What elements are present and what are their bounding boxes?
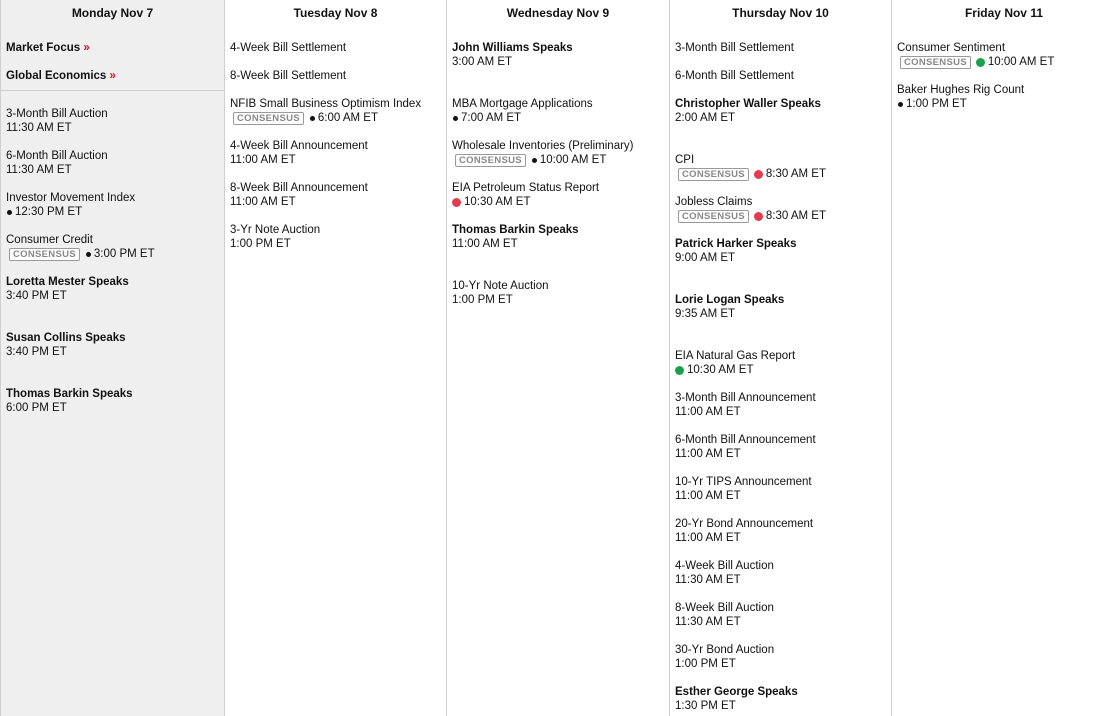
event-time: 10:00 AM ET [987,56,1055,68]
calendar-event[interactable] [675,97,886,125]
event-time-row [675,307,886,321]
calendar-event[interactable] [230,181,441,209]
day-events [892,27,1116,111]
importance-dot-icon [898,102,903,107]
calendar-event[interactable] [6,107,219,135]
event-time-row [675,363,886,377]
calendar-event[interactable] [452,41,664,69]
link-label[interactable]: Market Focus [6,42,81,54]
event-time-row [675,615,886,629]
day-column-monday [1,0,225,716]
calendar-event[interactable] [452,279,664,307]
calendar-event[interactable] [675,293,886,321]
event-time-row [230,111,441,125]
link-label[interactable]: Global Economics [6,70,107,82]
event-title[interactable]: 10-Yr TIPS Announcement [675,476,812,488]
event-time-row [897,55,1111,69]
calendar-event[interactable] [6,275,219,303]
event-time: 11:30 AM ET [675,616,741,628]
day-header: Thursday Nov 10 [732,6,829,20]
event-title[interactable]: Wholesale Inventories (Preliminary) [452,140,634,152]
calendar-event[interactable] [675,69,886,83]
event-title[interactable]: 10-Yr Note Auction [452,280,549,292]
event-time: 12:30 PM ET [15,206,83,218]
day-header: Wednesday Nov 9 [506,6,610,20]
event-time: 2:00 AM ET [675,112,736,124]
event-time: 8:30 AM ET [765,168,826,180]
event-title[interactable]: Susan Collins Speaks [6,332,126,344]
event-time: 10:00 AM ET [539,154,607,166]
event-list [897,41,1111,111]
global-economics-link[interactable] [6,69,219,97]
importance-dot-icon [7,210,12,215]
event-title[interactable]: CPI [675,154,695,166]
event-time-row [675,657,886,671]
day-events [225,27,446,251]
importance-dot-icon [86,252,91,257]
event-time: 3:00 AM ET [452,56,513,68]
event-time: 11:00 AM ET [675,448,741,460]
calendar-event[interactable] [6,331,219,359]
day-events [670,27,891,713]
event-time: 10:30 AM ET [464,196,531,208]
event-time: 7:00 AM ET [461,112,522,124]
event-time-row [230,237,441,251]
event-time: 11:30 AM ET [675,574,741,586]
event-time-row [6,205,219,219]
event-time-row [675,405,886,419]
event-time: 1:00 PM ET [906,98,967,110]
consensus-badge[interactable]: CONSENSUS [455,154,526,167]
calendar-event[interactable] [675,685,886,713]
event-title[interactable]: 3-Month Bill Settlement [675,42,794,54]
event-time-row [675,447,886,461]
event-time: 1:00 PM ET [230,238,291,250]
event-time: 9:00 AM ET [675,252,736,264]
calendar-event[interactable] [675,391,886,419]
event-title[interactable]: 3-Month Bill Announcement [675,392,816,404]
event-title[interactable]: 8-Week Bill Auction [675,602,774,614]
event-title[interactable]: EIA Natural Gas Report [675,350,796,362]
event-title[interactable]: Lorie Logan Speaks [675,294,785,306]
event-time-row [6,345,219,359]
links-divider [1,90,224,91]
event-time-row [897,97,1111,111]
event-time: 11:00 AM ET [230,154,296,166]
event-title[interactable]: 4-Week Bill Auction [675,560,774,572]
calendar-event[interactable] [452,223,664,251]
event-title[interactable]: NFIB Small Business Optimism Index [230,98,422,110]
event-title[interactable]: MBA Mortgage Applications [452,98,593,110]
calendar-event[interactable] [675,433,886,461]
event-title[interactable]: Thomas Barkin Speaks [452,224,579,236]
importance-dot-icon [675,366,684,375]
event-time: 11:00 AM ET [675,406,741,418]
event-time: 11:00 AM ET [452,238,518,250]
event-title[interactable]: 20-Yr Bond Announcement [675,518,814,530]
event-time-row [452,55,664,69]
link-arrow-icon: » [109,70,116,82]
event-time-row [675,251,886,265]
event-time: 9:35 AM ET [675,308,736,320]
event-title[interactable]: 3-Yr Note Auction [230,224,321,236]
calendar-event[interactable] [230,223,441,251]
consensus-badge[interactable]: CONSENSUS [678,168,749,181]
event-time-row [230,195,441,209]
calendar-event[interactable] [452,139,664,167]
event-time: 1:00 PM ET [675,658,736,670]
event-time-row [452,153,664,167]
event-title[interactable]: 8-Week Bill Announcement [230,182,368,194]
event-time-row [675,573,886,587]
calendar-event[interactable] [6,149,219,177]
event-time-row [452,237,664,251]
event-title[interactable]: 6-Month Bill Announcement [675,434,816,446]
event-time-row [6,163,219,177]
importance-dot-icon [754,212,763,221]
event-time: 3:40 PM ET [6,346,67,358]
event-title[interactable]: Thomas Barkin Speaks [6,388,133,400]
event-title[interactable]: Investor Movement Index [6,192,136,204]
calendar-event[interactable] [230,139,441,167]
event-time: 3:40 PM ET [6,290,67,302]
calendar-event[interactable] [675,41,886,55]
event-title[interactable]: 8-Week Bill Settlement [230,70,347,82]
event-time: 6:00 PM ET [6,402,67,414]
event-list [6,107,219,415]
event-title[interactable]: Christopher Waller Speaks [675,98,821,110]
calendar-event[interactable] [675,517,886,545]
event-time-row [675,167,886,181]
calendar-event[interactable] [675,475,886,503]
calendar-event[interactable] [452,97,664,125]
event-time-row [675,699,886,713]
event-list [675,41,886,713]
calendar-event[interactable] [675,559,886,587]
calendar-event[interactable] [897,83,1111,111]
event-title[interactable]: Consumer Credit [6,234,93,246]
calendar-event[interactable] [230,41,441,55]
calendar-event[interactable] [897,41,1111,69]
event-title[interactable]: 4-Week Bill Settlement [230,42,347,54]
event-time: 1:00 PM ET [452,294,513,306]
event-time: 6:00 AM ET [317,112,378,124]
event-time: 11:30 AM ET [6,122,72,134]
event-time-row [452,111,664,125]
event-list [452,41,664,307]
event-title[interactable]: Esther George Speaks [675,686,798,698]
event-time: 1:30 PM ET [675,700,736,712]
calendar-event[interactable] [6,387,219,415]
calendar-event[interactable] [230,69,441,83]
event-time: 10:30 AM ET [687,364,754,376]
event-time-row [675,531,886,545]
calendar-event[interactable] [6,191,219,219]
day-header: Friday Nov 11 [964,6,1044,20]
calendar-event[interactable] [675,349,886,377]
event-title[interactable]: Consumer Sentiment [897,42,1006,54]
day-header: Tuesday Nov 8 [293,6,378,20]
calendar-event[interactable] [6,233,219,261]
day-column-thursday [670,0,892,716]
event-time-row [230,153,441,167]
event-title[interactable]: Jobless Claims [675,196,753,208]
event-time: 11:00 AM ET [675,532,741,544]
importance-dot-icon [452,198,461,207]
event-title[interactable]: 6-Month Bill Auction [6,150,108,162]
event-time: 11:00 AM ET [230,196,296,208]
importance-dot-icon [754,170,763,179]
event-title[interactable]: Loretta Mester Speaks [6,276,129,288]
importance-dot-icon [976,58,985,67]
importance-dot-icon [453,116,458,121]
calendar-event[interactable] [675,643,886,671]
day-column-friday [892,0,1116,716]
event-title[interactable]: 6-Month Bill Settlement [675,70,794,82]
event-title[interactable]: EIA Petroleum Status Report [452,182,600,194]
event-time: 11:30 AM ET [6,164,72,176]
consensus-badge[interactable]: CONSENSUS [900,56,971,69]
importance-dot-icon [310,116,315,121]
calendar-event[interactable] [230,97,441,125]
event-title[interactable]: 3-Month Bill Auction [6,108,108,120]
calendar-event[interactable] [675,601,886,629]
event-title[interactable]: Patrick Harker Speaks [675,238,797,250]
day-events [1,27,224,415]
event-title[interactable]: Baker Hughes Rig Count [897,84,1025,96]
event-title[interactable]: John Williams Speaks [452,42,573,54]
calendar-event[interactable] [675,237,886,265]
day-header: Monday Nov 7 [71,6,154,20]
market-focus-link[interactable] [6,41,219,69]
event-time-row [675,111,886,125]
event-title[interactable]: 4-Week Bill Announcement [230,140,368,152]
event-time-row [452,293,664,307]
day-column-tuesday [225,0,447,716]
day-column-wednesday [447,0,670,716]
calendar-event[interactable] [675,195,886,223]
calendar-event[interactable] [675,153,886,181]
event-time-row [675,489,886,503]
event-list [230,41,441,251]
calendar-event[interactable] [452,181,664,209]
event-time-row [675,209,886,223]
event-time-row [6,121,219,135]
event-time-row [452,195,664,209]
event-time-row [6,289,219,303]
importance-dot-icon [532,158,537,163]
event-time-row [6,401,219,415]
consensus-badge[interactable]: CONSENSUS [678,210,749,223]
event-time: 8:30 AM ET [765,210,826,222]
day-events [447,27,669,307]
link-arrow-icon: » [83,42,90,54]
consensus-badge[interactable]: CONSENSUS [9,248,80,261]
event-time: 11:00 AM ET [675,490,741,502]
consensus-badge[interactable]: CONSENSUS [233,112,304,125]
event-time: 3:00 PM ET [93,248,155,260]
event-time-row [6,247,219,261]
event-title[interactable]: 30-Yr Bond Auction [675,644,775,656]
